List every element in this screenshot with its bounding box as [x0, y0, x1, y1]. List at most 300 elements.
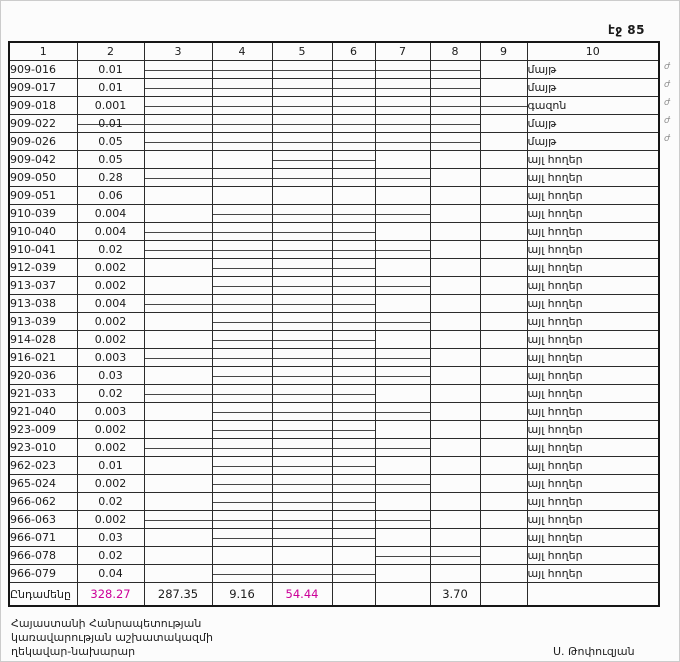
cell-empty-col7	[375, 511, 430, 529]
cell-empty-col5	[272, 439, 332, 457]
total-value-col5: 54.44	[272, 583, 332, 607]
cell-empty-col7	[375, 133, 430, 151]
header-row	[9, 42, 659, 61]
page-number: էջ 85	[607, 23, 645, 37]
footer-line-1: Հայաստանի Հանրապետության	[11, 617, 202, 630]
cell-empty-col3	[144, 331, 212, 349]
cell-empty-col7	[375, 277, 430, 295]
cell-category	[527, 151, 659, 169]
cell-area: 0.01	[77, 457, 144, 475]
column-header: 8	[430, 42, 480, 61]
table-row	[9, 205, 659, 223]
cell-empty-col3	[144, 295, 212, 313]
table-row	[9, 547, 659, 565]
cell-area: 0.02	[77, 241, 144, 259]
column-header: 2	[77, 42, 144, 61]
cell-empty-col9	[480, 421, 527, 439]
cell-empty-col3	[144, 205, 212, 223]
cell-empty-col6	[332, 349, 375, 367]
category-text: այլ հողեր	[527, 279, 583, 292]
cell-empty-col4	[212, 187, 272, 205]
cell-code: 923-010	[9, 439, 77, 457]
cell-category	[527, 259, 659, 277]
cell-empty-col3	[144, 547, 212, 565]
cell-empty-col4	[212, 457, 272, 475]
cell-code: 909-017	[9, 79, 77, 97]
cell-empty-col3	[144, 169, 212, 187]
cell-empty-col8	[430, 241, 480, 259]
cell-code: 921-033	[9, 385, 77, 403]
cell-empty-col5	[272, 349, 332, 367]
cell-empty-col6	[332, 295, 375, 313]
cell-empty-col7	[375, 403, 430, 421]
total-row	[9, 583, 659, 607]
cell-area: 0.002	[77, 277, 144, 295]
cell-empty-col4	[212, 97, 272, 115]
margin-note: ժ	[664, 98, 670, 108]
cell-empty-col4	[212, 133, 272, 151]
cell-empty-col6	[332, 133, 375, 151]
cell-empty-col7	[375, 313, 430, 331]
table-row	[9, 169, 659, 187]
cell-empty-col5	[272, 115, 332, 133]
cell-area: 0.003	[77, 403, 144, 421]
cell-empty-col8	[430, 385, 480, 403]
cell-area: 0.01	[77, 115, 144, 133]
cell-empty-col6	[332, 223, 375, 241]
cell-category	[527, 295, 659, 313]
cell-empty-col8	[430, 511, 480, 529]
cell-empty-col3	[144, 259, 212, 277]
cell-empty-col7	[375, 421, 430, 439]
cell-empty-col4	[212, 349, 272, 367]
cell-empty-col8	[430, 331, 480, 349]
table-header	[9, 42, 659, 61]
cell-code: 910-041	[9, 241, 77, 259]
cell-empty-col5	[272, 565, 332, 583]
cell-empty-col9	[480, 349, 527, 367]
cell-empty-col9	[480, 115, 527, 133]
category-text: այլ հողեր	[527, 441, 583, 454]
cell-empty-col4	[212, 205, 272, 223]
table-row	[9, 133, 659, 151]
cell-category	[527, 241, 659, 259]
cell-empty-col7	[375, 565, 430, 583]
cell-empty-col3	[144, 133, 212, 151]
cell-empty-col4	[212, 79, 272, 97]
cell-code: 966-078	[9, 547, 77, 565]
cell-empty-col5	[272, 223, 332, 241]
cell-area: 0.002	[77, 331, 144, 349]
cell-empty-col6	[332, 457, 375, 475]
cell-area: 0.002	[77, 421, 144, 439]
cell-category	[527, 79, 670, 97]
cell-empty-col8	[430, 133, 480, 151]
cell-empty-col5	[272, 133, 332, 151]
table-row	[9, 151, 659, 169]
cell-empty-col9	[480, 529, 527, 547]
cell-empty-col9	[480, 331, 527, 349]
cell-empty-col9	[480, 439, 527, 457]
cell-empty-col3	[144, 403, 212, 421]
cell-empty-col4	[212, 313, 272, 331]
cell-empty-col3	[144, 349, 212, 367]
cell-empty-col8	[430, 439, 480, 457]
column-header: 3	[144, 42, 212, 61]
cell-empty-col6	[332, 547, 375, 565]
category-text: մայթ	[527, 135, 557, 148]
cell-empty-col9	[480, 385, 527, 403]
cell-empty-col9	[480, 403, 527, 421]
cell-empty-col4	[212, 475, 272, 493]
cell-category	[527, 421, 659, 439]
cell-code: 923-009	[9, 421, 77, 439]
cell-empty-col6	[332, 331, 375, 349]
table-row	[9, 259, 659, 277]
table-body	[9, 61, 670, 583]
cell-area: 0.28	[77, 169, 144, 187]
category-text: այլ հողեր	[527, 459, 583, 472]
cell-empty-col8	[430, 115, 480, 133]
category-text: այլ հողեր	[527, 153, 583, 166]
cell-empty-col4	[212, 223, 272, 241]
cell-empty-col5	[272, 259, 332, 277]
cell-code: 962-023	[9, 457, 77, 475]
table-row	[9, 61, 659, 79]
cell-empty-col8	[430, 313, 480, 331]
category-text: այլ հողեր	[527, 207, 583, 220]
cell-empty-col6	[332, 493, 375, 511]
category-text: այլ հողեր	[527, 531, 583, 544]
cell-empty-col4	[212, 115, 272, 133]
table-row	[9, 313, 659, 331]
table-row	[9, 565, 659, 583]
cell-empty-col5	[272, 169, 332, 187]
total-empty-cell	[527, 583, 659, 607]
table-row	[9, 115, 659, 133]
cell-category	[527, 385, 659, 403]
category-text: այլ հողեր	[527, 423, 583, 436]
cell-empty-col3	[144, 475, 212, 493]
table-row	[9, 403, 659, 421]
cell-empty-col3	[144, 241, 212, 259]
cell-empty-col6	[332, 529, 375, 547]
cell-empty-col4	[212, 277, 272, 295]
category-text: այլ հողեր	[527, 225, 583, 238]
cell-empty-col5	[272, 205, 332, 223]
cell-empty-col8	[430, 169, 480, 187]
cell-empty-col8	[430, 205, 480, 223]
cell-category	[527, 277, 659, 295]
cell-empty-col8	[430, 259, 480, 277]
category-text: այլ հողեր	[527, 495, 583, 508]
cell-category	[527, 331, 659, 349]
cell-empty-col8	[430, 277, 480, 295]
cell-empty-col5	[272, 457, 332, 475]
cell-category	[527, 187, 659, 205]
cell-category	[527, 313, 659, 331]
cell-empty-col8	[430, 223, 480, 241]
cell-empty-col9	[480, 169, 527, 187]
cell-empty-col6	[332, 205, 375, 223]
column-header: 1	[9, 42, 77, 61]
cell-empty-col7	[375, 349, 430, 367]
cell-empty-col4	[212, 385, 272, 403]
cell-area: 0.05	[77, 151, 144, 169]
table-row	[9, 511, 659, 529]
cell-empty-col4	[212, 331, 272, 349]
cell-category	[527, 115, 670, 133]
cell-category	[527, 529, 659, 547]
table-row	[9, 349, 659, 367]
cell-empty-col5	[272, 313, 332, 331]
cell-empty-col4	[212, 367, 272, 385]
category-text: մայթ	[527, 63, 557, 76]
cell-code: 921-040	[9, 403, 77, 421]
table-row	[9, 187, 659, 205]
cell-empty-col7	[375, 331, 430, 349]
cell-empty-col9	[480, 565, 527, 583]
category-text: մայթ	[527, 117, 557, 130]
cell-empty-col6	[332, 565, 375, 583]
cell-empty-col4	[212, 169, 272, 187]
cell-code: 914-028	[9, 331, 77, 349]
cell-empty-col4	[212, 61, 272, 79]
column-header: 6	[332, 42, 375, 61]
cell-code: 966-063	[9, 511, 77, 529]
table-row	[9, 79, 659, 97]
cell-empty-col3	[144, 187, 212, 205]
cell-empty-col5	[272, 97, 332, 115]
cell-empty-col8	[430, 565, 480, 583]
cell-empty-col6	[332, 439, 375, 457]
cell-code: 909-051	[9, 187, 77, 205]
cell-code: 909-050	[9, 169, 77, 187]
cell-area: 0.002	[77, 511, 144, 529]
cell-empty-col3	[144, 421, 212, 439]
cell-empty-col3	[144, 115, 212, 133]
cell-empty-col9	[480, 295, 527, 313]
cell-empty-col8	[430, 529, 480, 547]
cell-area: 0.001	[77, 97, 144, 115]
cell-empty-col5	[272, 403, 332, 421]
table-row	[9, 367, 659, 385]
cell-category	[527, 475, 659, 493]
cell-code: 965-024	[9, 475, 77, 493]
table-row	[9, 97, 659, 115]
cell-empty-col9	[480, 151, 527, 169]
table-row	[9, 385, 659, 403]
cell-empty-col6	[332, 187, 375, 205]
cell-area: 0.03	[77, 529, 144, 547]
table-row	[9, 223, 659, 241]
total-empty-cell	[480, 583, 527, 607]
cell-empty-col6	[332, 151, 375, 169]
category-text: այլ հողեր	[527, 333, 583, 346]
category-text: այլ հողեր	[527, 387, 583, 400]
cell-category	[527, 223, 659, 241]
cell-empty-col6	[332, 475, 375, 493]
cell-empty-col7	[375, 385, 430, 403]
cell-empty-col3	[144, 529, 212, 547]
cell-empty-col7	[375, 223, 430, 241]
footer-line-3: ղեկավար-նախարար	[11, 645, 136, 658]
cell-empty-col5	[272, 547, 332, 565]
cell-area: 0.03	[77, 367, 144, 385]
cell-empty-col9	[480, 457, 527, 475]
cell-code: 966-079	[9, 565, 77, 583]
cell-empty-col8	[430, 475, 480, 493]
cell-empty-col5	[272, 331, 332, 349]
total-value-col3: 287.35	[144, 583, 212, 607]
cell-category	[527, 439, 659, 457]
cell-empty-col7	[375, 295, 430, 313]
column-header: 9	[480, 42, 527, 61]
cell-empty-col8	[430, 457, 480, 475]
margin-note: ժ	[664, 134, 670, 144]
cell-empty-col6	[332, 241, 375, 259]
cell-area: 0.004	[77, 295, 144, 313]
cell-empty-col3	[144, 565, 212, 583]
cell-empty-col7	[375, 187, 430, 205]
cell-empty-col7	[375, 439, 430, 457]
cell-code: 912-039	[9, 259, 77, 277]
table-row	[9, 439, 659, 457]
cell-empty-col5	[272, 277, 332, 295]
cell-empty-col4	[212, 421, 272, 439]
cell-empty-col9	[480, 97, 527, 115]
cell-empty-col3	[144, 439, 212, 457]
cell-empty-col3	[144, 223, 212, 241]
cell-empty-col7	[375, 475, 430, 493]
cell-empty-col5	[272, 241, 332, 259]
cell-category	[527, 547, 659, 565]
category-text: մայթ	[527, 81, 557, 94]
cell-empty-col6	[332, 259, 375, 277]
cell-area: 0.01	[77, 61, 144, 79]
cell-empty-col8	[430, 493, 480, 511]
cell-code: 910-040	[9, 223, 77, 241]
cell-empty-col3	[144, 97, 212, 115]
margin-note: ժ	[664, 80, 670, 90]
cell-empty-col7	[375, 457, 430, 475]
cell-area: 0.02	[77, 385, 144, 403]
footer-line-2: կառավարության աշխատակազմի	[11, 631, 213, 644]
total-empty-cell	[332, 583, 375, 607]
cell-area: 0.02	[77, 547, 144, 565]
cell-empty-col8	[430, 79, 480, 97]
cell-empty-col6	[332, 115, 375, 133]
cell-area: 0.002	[77, 475, 144, 493]
cell-empty-col8	[430, 97, 480, 115]
cell-empty-col4	[212, 403, 272, 421]
cell-empty-col5	[272, 475, 332, 493]
table-row	[9, 421, 659, 439]
cell-empty-col3	[144, 61, 212, 79]
cell-empty-col4	[212, 529, 272, 547]
cell-empty-col9	[480, 61, 527, 79]
cell-area: 0.002	[77, 313, 144, 331]
cell-code: 916-021	[9, 349, 77, 367]
cell-empty-col7	[375, 169, 430, 187]
cell-area: 0.002	[77, 259, 144, 277]
cell-category	[527, 367, 659, 385]
cell-category	[527, 133, 670, 151]
cell-empty-col8	[430, 367, 480, 385]
table-row	[9, 457, 659, 475]
cell-empty-col6	[332, 367, 375, 385]
cell-empty-col7	[375, 493, 430, 511]
cell-empty-col4	[212, 493, 272, 511]
cell-empty-col9	[480, 547, 527, 565]
cell-empty-col4	[212, 511, 272, 529]
cell-empty-col6	[332, 385, 375, 403]
cell-empty-col7	[375, 151, 430, 169]
cell-empty-col5	[272, 529, 332, 547]
cell-empty-col5	[272, 511, 332, 529]
cell-code: 913-039	[9, 313, 77, 331]
cell-empty-col3	[144, 313, 212, 331]
cell-empty-col8	[430, 295, 480, 313]
cell-category	[527, 493, 659, 511]
cell-empty-col3	[144, 457, 212, 475]
cell-category	[527, 205, 659, 223]
cell-area: 0.004	[77, 223, 144, 241]
cell-empty-col7	[375, 547, 430, 565]
cell-empty-col9	[480, 277, 527, 295]
table-row	[9, 529, 659, 547]
cell-category	[527, 61, 670, 79]
cell-empty-col4	[212, 547, 272, 565]
cell-empty-col6	[332, 511, 375, 529]
cell-empty-col6	[332, 313, 375, 331]
cell-empty-col5	[272, 79, 332, 97]
category-text: այլ հողեր	[527, 315, 583, 328]
cell-empty-col3	[144, 385, 212, 403]
category-text: այլ հողեր	[527, 549, 583, 562]
cell-empty-col8	[430, 187, 480, 205]
cell-empty-col4	[212, 565, 272, 583]
table-row	[9, 331, 659, 349]
category-text: գազոն	[527, 99, 567, 112]
cell-empty-col6	[332, 79, 375, 97]
cell-empty-col5	[272, 295, 332, 313]
cell-code: 909-018	[9, 97, 77, 115]
cell-code: 909-026	[9, 133, 77, 151]
cell-area: 0.04	[77, 565, 144, 583]
cell-code: 913-038	[9, 295, 77, 313]
cell-empty-col9	[480, 511, 527, 529]
cell-code: 909-022	[9, 115, 77, 133]
cell-empty-col5	[272, 187, 332, 205]
cell-empty-col4	[212, 295, 272, 313]
cell-category	[527, 565, 659, 583]
cell-empty-col5	[272, 151, 332, 169]
cell-empty-col9	[480, 205, 527, 223]
land-register-table	[8, 41, 670, 607]
cell-empty-col6	[332, 403, 375, 421]
cell-empty-col5	[272, 367, 332, 385]
cell-empty-col6	[332, 61, 375, 79]
cell-category	[527, 349, 659, 367]
table-row	[9, 277, 659, 295]
cell-empty-col6	[332, 421, 375, 439]
category-text: այլ հողեր	[527, 405, 583, 418]
cell-code: 910-039	[9, 205, 77, 223]
cell-area: 0.06	[77, 187, 144, 205]
column-header: 7	[375, 42, 430, 61]
column-header: 10	[527, 42, 659, 61]
